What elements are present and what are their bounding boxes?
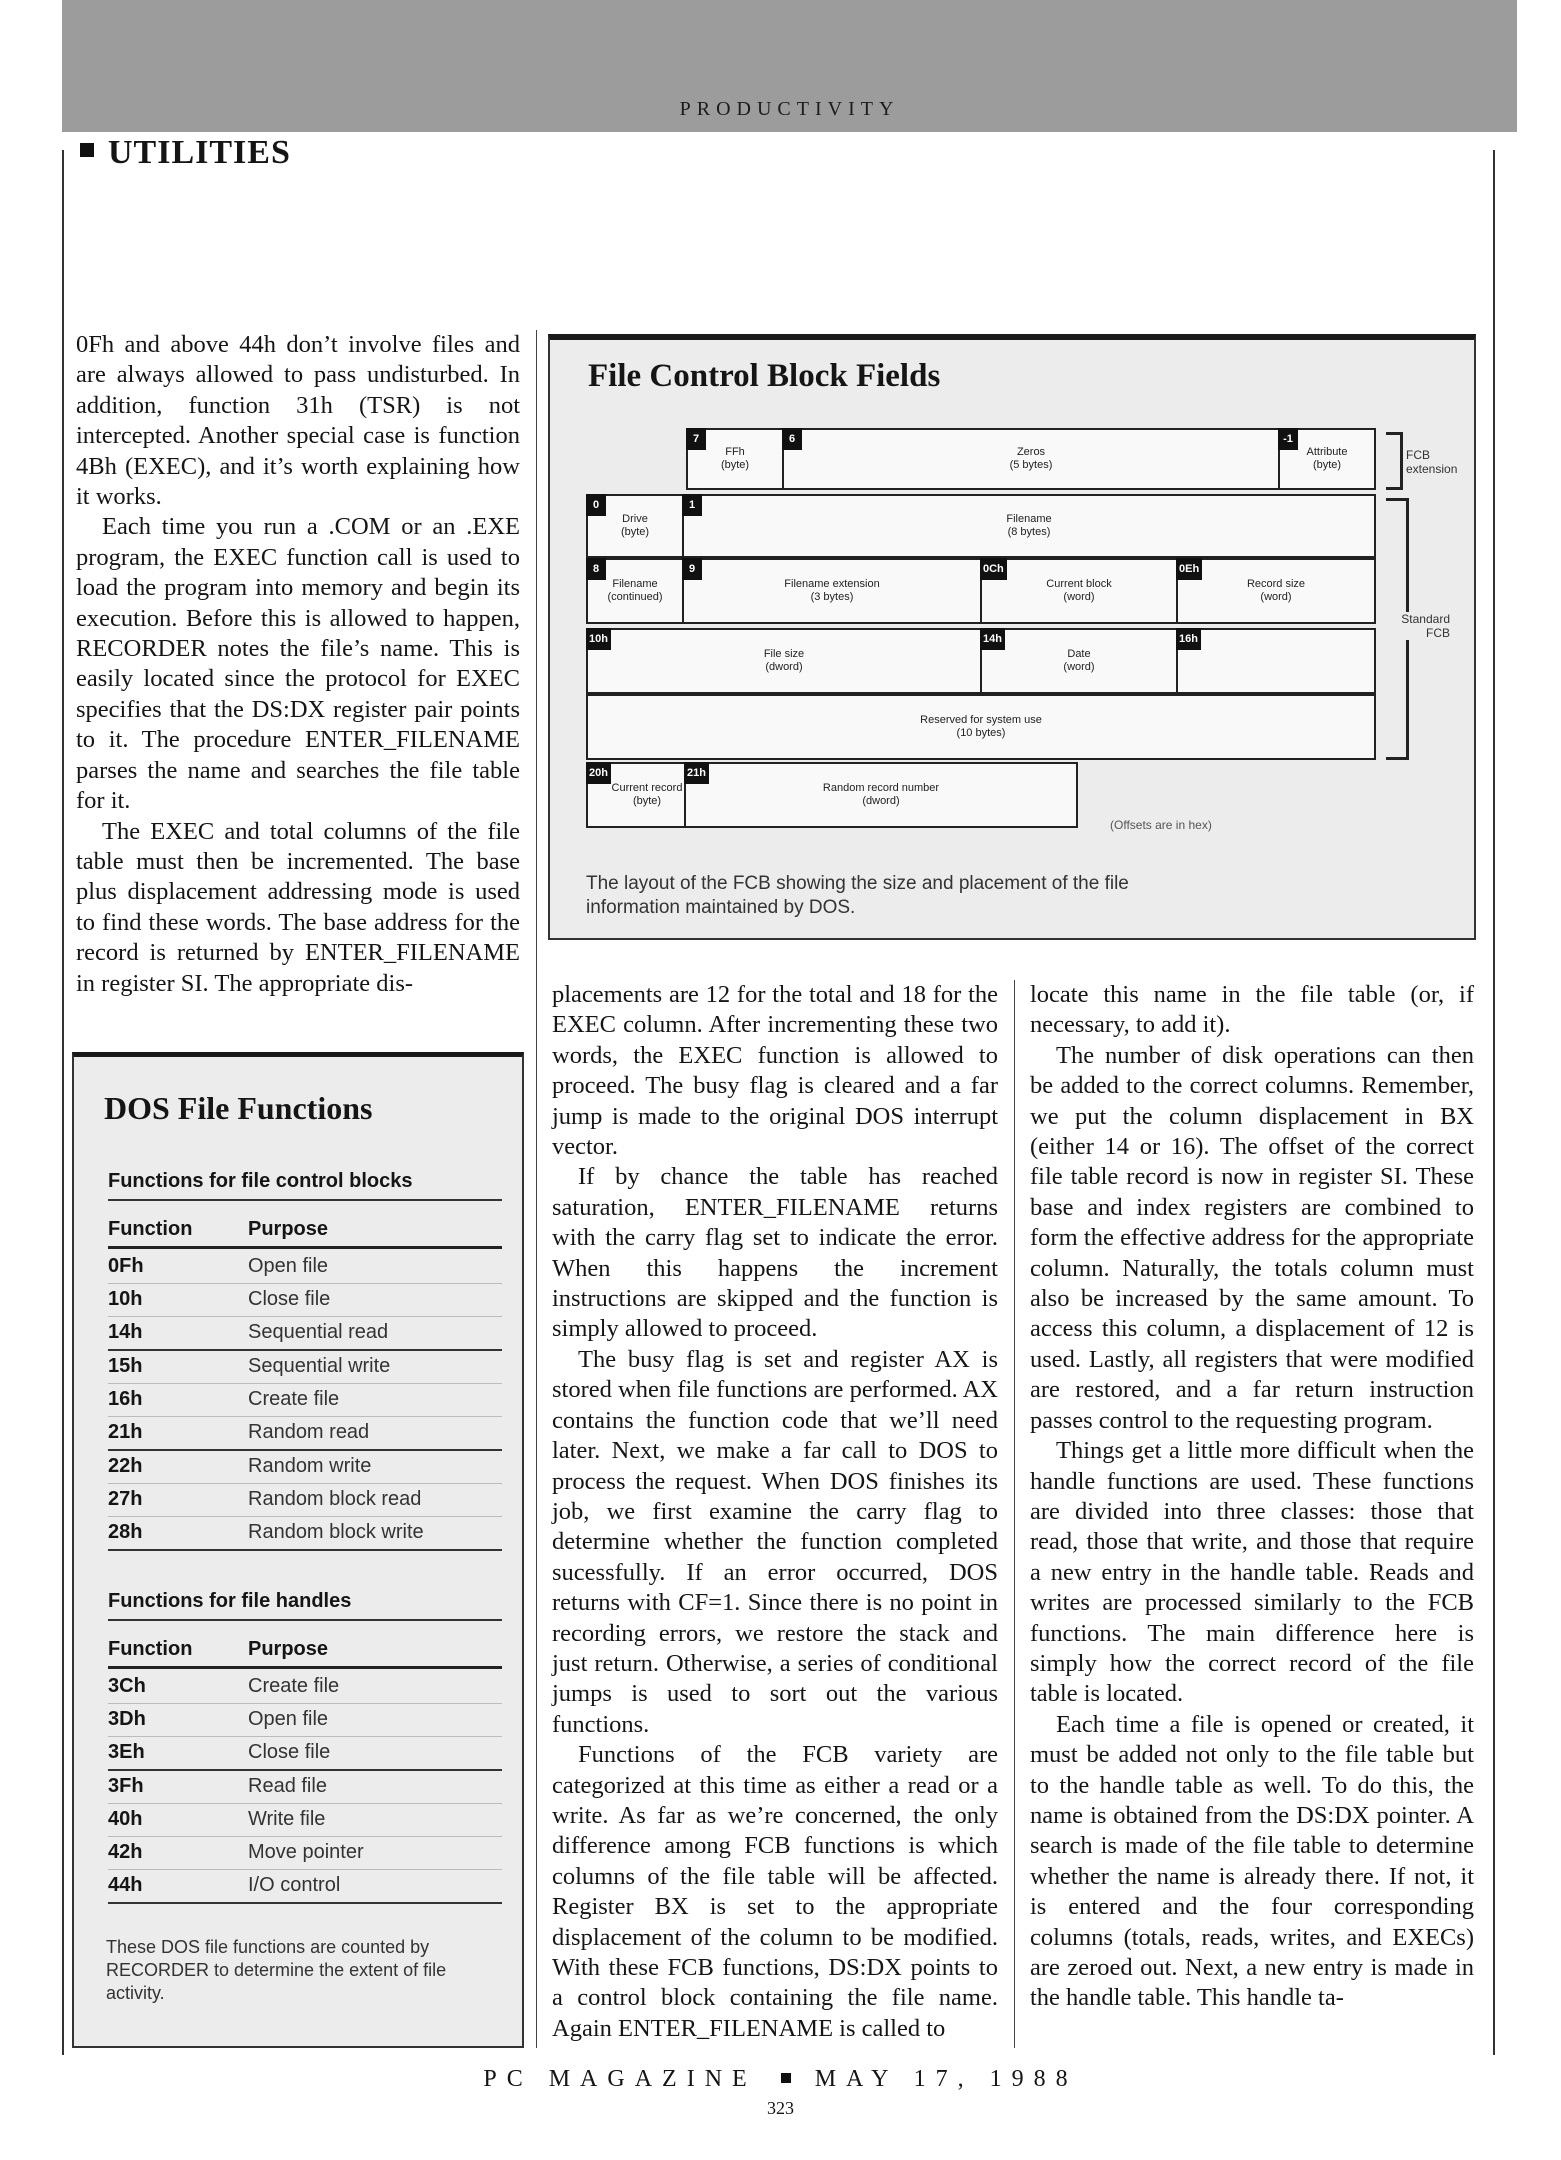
function-code: 0Fh <box>108 1255 144 1277</box>
standard-fcb-label: Standard FCB <box>1382 612 1450 640</box>
function-code: 27h <box>108 1488 143 1510</box>
function-column-header: Function <box>108 1638 193 1660</box>
paragraph: The EXEC and total columns of the file table must then be incremented. The base plus displacement addressing mode is used to find these words. The base address for the record is returned by ENTER_FILENAME in register SI. The appropriate dis- <box>76 817 520 997</box>
field-label: File size <box>763 648 805 660</box>
field-size: (word) <box>1260 591 1292 603</box>
field-size: (byte) <box>720 459 750 471</box>
fcb-figure-caption: The layout of the FCB showing the size and placement of the file information maintained by DOS. <box>586 873 1129 918</box>
table-row <box>108 1803 502 1837</box>
field-label: Date <box>1067 648 1091 660</box>
table-header <box>108 1638 502 1669</box>
function-code: 28h <box>108 1521 143 1543</box>
fcb-field <box>586 628 982 694</box>
function-code: 15h <box>108 1355 143 1377</box>
field-size: (continued) <box>607 591 663 603</box>
table-row <box>108 1869 502 1904</box>
function-code: 40h <box>108 1808 143 1830</box>
function-code: 42h <box>108 1841 143 1863</box>
function-purpose: Open file <box>248 1255 329 1277</box>
table-row <box>108 1670 502 1704</box>
field-label: Filename extension <box>784 578 880 590</box>
section-label: PRODUCTIVITY <box>679 98 900 120</box>
offset-badge: 9 <box>682 558 702 580</box>
function-purpose: Random write <box>248 1455 372 1477</box>
function-purpose: Random read <box>248 1421 370 1443</box>
function-purpose: Read file <box>248 1775 327 1797</box>
paragraph: 0Fh and above 44h don’t involve files and are always allowed to pass undisturbed. In addition, function 31h (TSR) is not intercepted. Another special case is function 4Bh (EXEC), and it’s worth explaining how it works. <box>76 331 520 511</box>
offset-badge: 20h <box>586 762 611 784</box>
fcb-field <box>980 628 1178 694</box>
field-size: (8 bytes) <box>1007 526 1051 538</box>
fcb-field <box>782 428 1280 490</box>
paragraph: The number of disk operations can then be added to the correct columns. Remember, we put the column displacement in BX (either 14 or 16). The offset of the correct file table record is now in register SI. These base and index registers are combined to form the effective address for the appropriate column. Naturally, the totals column must also be increased by the same amount. To access this column, a displacement of 12 is used. Lastly, all registers that were modified are restored, and a far return instruction passes control to the requesting program. <box>1030 1041 1474 1434</box>
function-purpose: Close file <box>248 1288 331 1310</box>
field-label: Current block <box>1046 578 1112 590</box>
dos-functions-note: These DOS file functions are counted by RECORDER to determine the extent of file activity. <box>106 1937 447 2003</box>
fcb-field <box>686 428 784 490</box>
paragraph: Functions of the FCB variety are categorized at this time as either a read or a write. As far as we’re concerned, the only difference among FCB functions is which columns of the file table will be affected. Register BX is set to the appropriate displacement of the column to be modified. With these FCB functions, DS:DX points to a control block containing the file name. Again ENTER_FILENAME is called to <box>552 1741 998 2042</box>
fcb-field <box>586 762 686 828</box>
field-size: (3 bytes) <box>810 591 854 603</box>
table-row <box>108 1283 502 1317</box>
function-purpose: Move pointer <box>248 1841 364 1863</box>
paragraph: Each time you run a .COM or an .EXE program, the EXEC function call is used to load the program into memory and begin its execution. Before this is allowed to happen, RECORDER notes the file’s name. This is easily located since the protocol for EXEC specifies that the DS:DX register pair points to it. The procedure ENTER_FILENAME parses the name and searches the file table for it. <box>76 513 520 815</box>
offset-badge: 1 <box>682 494 702 516</box>
offset-badge: -1 <box>1278 428 1298 450</box>
function-purpose: Write file <box>248 1808 326 1830</box>
issue-date: MAY 17, 1988 <box>814 2066 1078 2092</box>
page-number: 323 <box>767 2098 794 2118</box>
table-row <box>108 1450 502 1484</box>
field-label: Zeros <box>1016 446 1046 458</box>
column-rule <box>1014 980 1015 2048</box>
field-label: Filename <box>1006 513 1052 525</box>
square-bullet-icon <box>80 143 94 157</box>
fcb-field <box>682 494 1376 558</box>
offset-badge: 7 <box>686 428 706 450</box>
offset-badge: 16h <box>1176 628 1201 650</box>
middle-column <box>552 980 998 2044</box>
column-rule <box>536 330 537 2048</box>
fcb-field <box>980 558 1178 624</box>
offset-badge: 0Ch <box>980 558 1007 580</box>
purpose-column-header: Purpose <box>248 1218 329 1240</box>
function-code: 44h <box>108 1874 143 1896</box>
fcb-extension-label: FCB extension <box>1406 448 1458 476</box>
right-page-rule <box>1493 150 1495 2055</box>
offsets-note: (Offsets are in hex) <box>1110 818 1212 832</box>
field-size: (word) <box>1063 591 1095 603</box>
field-size: (10 bytes) <box>956 727 1006 739</box>
table-row <box>108 1483 502 1517</box>
function-purpose: Create file <box>248 1675 340 1697</box>
fcb-figure-title: File Control Block Fields <box>588 358 941 394</box>
left-page-rule <box>62 150 64 2055</box>
field-size: (byte) <box>1312 459 1342 471</box>
table-row <box>108 1250 502 1284</box>
offset-badge: 14h <box>980 628 1005 650</box>
offset-badge: 21h <box>684 762 709 784</box>
section-heading: Functions for file control blocks <box>108 1170 502 1201</box>
function-purpose: Close file <box>248 1741 331 1763</box>
function-purpose: Random block read <box>248 1488 422 1510</box>
field-label: Random record number <box>822 782 940 794</box>
offset-badge: 10h <box>586 628 611 650</box>
field-size: (byte) <box>620 526 650 538</box>
function-code: 16h <box>108 1388 143 1410</box>
function-code: 22h <box>108 1455 143 1477</box>
offset-badge: 6 <box>782 428 802 450</box>
paragraph: The busy flag is set and register AX is stored when file functions are performed. AX contains the function code that we’ll need later. Next, we make a far call to DOS to process the request. When DOS finishes its job, we first examine the carry flag to determine whether the function completed sucessfully. If an error occurred, DOS returns with CF=1. Since there is no point in recording errors, we restore the stack and just return. Otherwise, a series of conditional jumps is used to sort out the various functions. <box>552 1345 998 1738</box>
field-size: (5 bytes) <box>1009 459 1053 471</box>
function-code: 3Fh <box>108 1775 144 1797</box>
field-size: (dword) <box>862 795 900 807</box>
function-code: 3Ch <box>108 1675 146 1697</box>
fcb-field <box>586 494 684 558</box>
function-purpose: Create file <box>248 1388 340 1410</box>
offset-badge: 8 <box>586 558 606 580</box>
table-row <box>108 1736 502 1771</box>
fcb-field <box>586 558 684 624</box>
paragraph: placements are 12 for the total and 18 for the EXEC column. After incrementing these two words, the EXEC function is allowed to proceed. The busy flag is cleared and a far jump is made to the original DOS interrupt vector. <box>552 981 998 1161</box>
footer-bullet-icon <box>781 2073 791 2083</box>
field-label: Reserved for system use <box>920 714 1042 726</box>
fcb-field <box>1176 558 1376 624</box>
field-label: FFh <box>725 446 745 458</box>
table-row <box>108 1703 502 1737</box>
fcb-field <box>682 558 982 624</box>
table-row <box>108 1350 502 1384</box>
field-label: Current record <box>611 782 683 794</box>
field-label: Filename <box>612 578 658 590</box>
field-size: (dword) <box>765 661 803 673</box>
function-purpose: Sequential write <box>248 1355 391 1377</box>
field-label: Drive <box>622 513 648 525</box>
table-row <box>108 1383 502 1417</box>
fcb-field <box>1278 428 1376 490</box>
table-row <box>108 1770 502 1804</box>
column-label <box>80 134 291 172</box>
field-label: Record size <box>1246 578 1306 590</box>
function-purpose: I/O control <box>248 1874 341 1896</box>
magazine-name: PC MAGAZINE <box>483 2066 757 2092</box>
fcb-field <box>684 762 1078 828</box>
section-heading: Functions for file handles <box>108 1590 502 1621</box>
offset-badge: 0 <box>586 494 606 516</box>
function-code: 21h <box>108 1421 143 1443</box>
fcb-field <box>586 694 1376 760</box>
table-row <box>108 1836 502 1870</box>
dos-functions-title: DOS File Functions <box>104 1090 373 1126</box>
function-purpose: Random block write <box>248 1521 424 1543</box>
field-size: (byte) <box>632 795 662 807</box>
function-code: 3Dh <box>108 1708 146 1730</box>
paragraph: Things get a little more difficult when the handle functions are used. These functions are divided into three classes: those that read, those that write, and those that require a new entry in the handle table. Reads and writes are processed similarly to the FCB functions. The main difference here is simply how the correct record of the file table is located. <box>1030 1437 1474 1708</box>
field-size: (word) <box>1063 661 1095 673</box>
left-column <box>76 330 520 999</box>
table-row <box>108 1316 502 1351</box>
page-footer <box>0 2066 1561 2093</box>
field-label: Attribute <box>1306 446 1348 458</box>
table-header <box>108 1218 502 1249</box>
function-purpose: Sequential read <box>248 1321 389 1343</box>
fcb-field <box>1176 628 1376 694</box>
right-column <box>1030 980 1474 2014</box>
column-label-text: UTILITIES <box>108 134 291 171</box>
function-code: 10h <box>108 1288 143 1310</box>
table-row <box>108 1516 502 1551</box>
paragraph: locate this name in the file table (or, if necessary, to add it). <box>1030 981 1474 1039</box>
function-code: 3Eh <box>108 1741 145 1763</box>
purpose-column-header: Purpose <box>248 1638 329 1660</box>
function-code: 14h <box>108 1321 143 1343</box>
paragraph: Each time a file is opened or created, it must be added not only to the file table but to the handle table as well. To do this, the name is obtained from the DS:DX pointer. A search is made of the file table to determine whether the name is already there. If not, it is entered and the four corresponding columns (totals, reads, writes, and EXECs) are zeroed out. Next, a new entry is made in the handle table. This handle ta- <box>1030 1710 1474 2012</box>
paragraph: If by chance the table has reached saturation, ENTER_FILENAME returns with the carry flag set to indicate the error. When this happens the increment instructions are skipped and the function is simply allowed to proceed. <box>552 1163 998 1343</box>
function-purpose: Open file <box>248 1708 329 1730</box>
function-column-header: Function <box>108 1218 193 1240</box>
offset-badge: 0Eh <box>1176 558 1202 580</box>
table-row <box>108 1416 502 1451</box>
